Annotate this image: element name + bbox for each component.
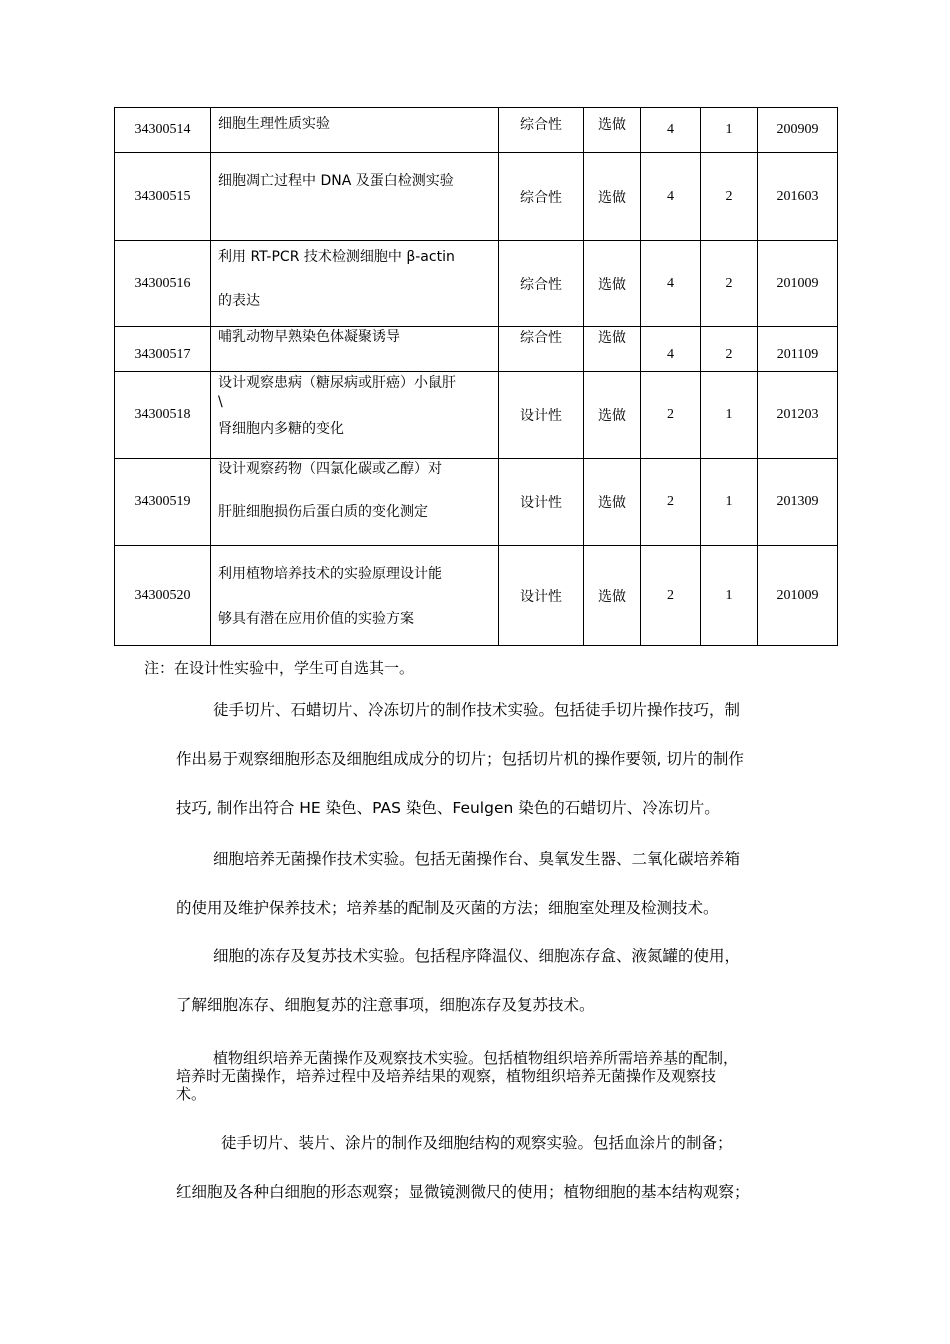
paragraph-line: 细胞培养无菌操作技术实验。包括无菌操作台、臭氧发生器、二氧化碳培养箱 xyxy=(213,850,741,868)
name-line: 利用 RT-PCR 技术检测细胞中 β-actin xyxy=(218,249,455,265)
row-people: 2 xyxy=(701,241,758,327)
name-line: 肝脏细胞损伤后蛋白质的变化测定 xyxy=(218,504,428,520)
name-line: 设计观察药物（四氯化碳或乙醇）对 xyxy=(218,461,442,477)
name-line: 够具有潜在应用价值的实验方案 xyxy=(218,611,414,627)
row-code: 34300518 xyxy=(115,372,211,459)
row-req: 选做 xyxy=(584,153,641,241)
row-hours: 4 xyxy=(641,153,701,241)
paragraph-line: 术。 xyxy=(176,1085,207,1103)
row-name xyxy=(211,153,499,241)
row-req: 选做 xyxy=(584,546,641,646)
paragraph-line: 技巧, 制作出符合 HE 染色、PAS 染色、Feulgen 染色的石蜡切片、冷冻切片。 xyxy=(176,799,720,817)
row-date: 201109 xyxy=(758,327,838,372)
row-date: 201603 xyxy=(758,153,838,241)
row-req: 选做 xyxy=(584,372,641,459)
row-type: 综合性 xyxy=(499,153,584,241)
table-row xyxy=(115,546,838,646)
name-line: 细胞凋亡过程中 DNA 及蛋白检测实验 xyxy=(218,173,454,189)
name-line: 设计观察患病（糖尿病或肝癌）小鼠肝 xyxy=(218,375,456,391)
row-hours: 2 xyxy=(641,459,701,546)
row-req: 选做 xyxy=(584,241,641,327)
row-hours: 2 xyxy=(641,372,701,459)
row-people: 1 xyxy=(701,108,758,153)
row-req: 选做 xyxy=(584,327,641,372)
row-type: 设计性 xyxy=(499,372,584,459)
row-date: 201009 xyxy=(758,546,838,646)
row-name xyxy=(211,459,499,546)
row-people: 1 xyxy=(701,546,758,646)
name-line: 利用植物培养技术的实验原理设计能 xyxy=(218,566,442,582)
paragraph-line: 细胞的冻存及复苏技术实验。包括程序降温仪、细胞冻存盒、液氮罐的使用， xyxy=(213,947,741,965)
table-row xyxy=(115,459,838,546)
paragraph-line: 培养时无菌操作，培养过程中及培养结果的观察，植物组织培养无菌操作及观察技 xyxy=(176,1067,717,1085)
row-date: 200909 xyxy=(758,108,838,153)
row-req: 选做 xyxy=(584,459,641,546)
table-row xyxy=(115,108,838,153)
row-type: 综合性 xyxy=(499,327,584,372)
row-req: 选做 xyxy=(584,108,641,153)
row-people: 2 xyxy=(701,327,758,372)
paragraph-line: 了解细胞冻存、细胞复苏的注意事项，细胞冻存及复苏技术。 xyxy=(176,996,595,1014)
row-people: 1 xyxy=(701,372,758,459)
paragraph-line: 的使用及维护保养技术；培养基的配制及灭菌的方法；细胞室处理及检测技术。 xyxy=(176,899,719,917)
table-row xyxy=(115,372,838,459)
experiment-table xyxy=(114,107,838,646)
row-code: 34300516 xyxy=(115,241,211,327)
paragraph-line: 作出易于观察细胞形态及细胞组成成分的切片；包括切片机的操作要领, 切片的制作 xyxy=(176,750,744,768)
row-name xyxy=(211,327,499,372)
name-line: 肾细胞内多糖的变化 xyxy=(218,421,344,437)
row-name xyxy=(211,108,499,153)
row-code: 34300520 xyxy=(115,546,211,646)
row-code: 34300514 xyxy=(115,108,211,153)
row-date: 201009 xyxy=(758,241,838,327)
row-hours: 4 xyxy=(641,108,701,153)
row-people: 2 xyxy=(701,153,758,241)
row-name xyxy=(211,372,499,459)
paragraph-line: 红细胞及各种白细胞的形态观察；显微镜测微尺的使用；植物细胞的基本结构观察； xyxy=(176,1183,750,1201)
table-row xyxy=(115,327,838,372)
row-type: 综合性 xyxy=(499,108,584,153)
table-note: 注：在设计性实验中，学生可自选其一。 xyxy=(144,659,415,677)
paragraph-line: 植物组织培养无菌操作及观察技术实验。包括植物组织培养所需培养基的配制， xyxy=(213,1049,739,1067)
row-code: 34300515 xyxy=(115,153,211,241)
row-code: 34300519 xyxy=(115,459,211,546)
row-type: 设计性 xyxy=(499,546,584,646)
row-name xyxy=(211,546,499,646)
name-line: 哺乳动物早熟染色体凝聚诱导 xyxy=(218,329,400,345)
row-people: 1 xyxy=(701,459,758,546)
row-type: 设计性 xyxy=(499,459,584,546)
row-date: 201203 xyxy=(758,372,838,459)
row-hours: 4 xyxy=(641,327,701,372)
row-hours: 4 xyxy=(641,241,701,327)
table-row xyxy=(115,153,838,241)
name-line: 的表达 xyxy=(218,293,260,309)
paragraph-line: 徒手切片、石蜡切片、冷冻切片的制作技术实验。包括徒手切片操作技巧，制 xyxy=(213,701,741,719)
name-line: \ xyxy=(218,394,223,410)
row-date: 201309 xyxy=(758,459,838,546)
row-hours: 2 xyxy=(641,546,701,646)
paragraph-line: 徒手切片、装片、涂片的制作及细胞结构的观察实验。包括血涂片的制备； xyxy=(221,1134,733,1152)
row-type: 综合性 xyxy=(499,241,584,327)
name-line: 细胞生理性质实验 xyxy=(218,116,330,132)
table-row xyxy=(115,241,838,327)
row-code: 34300517 xyxy=(115,327,211,372)
row-name xyxy=(211,241,499,327)
